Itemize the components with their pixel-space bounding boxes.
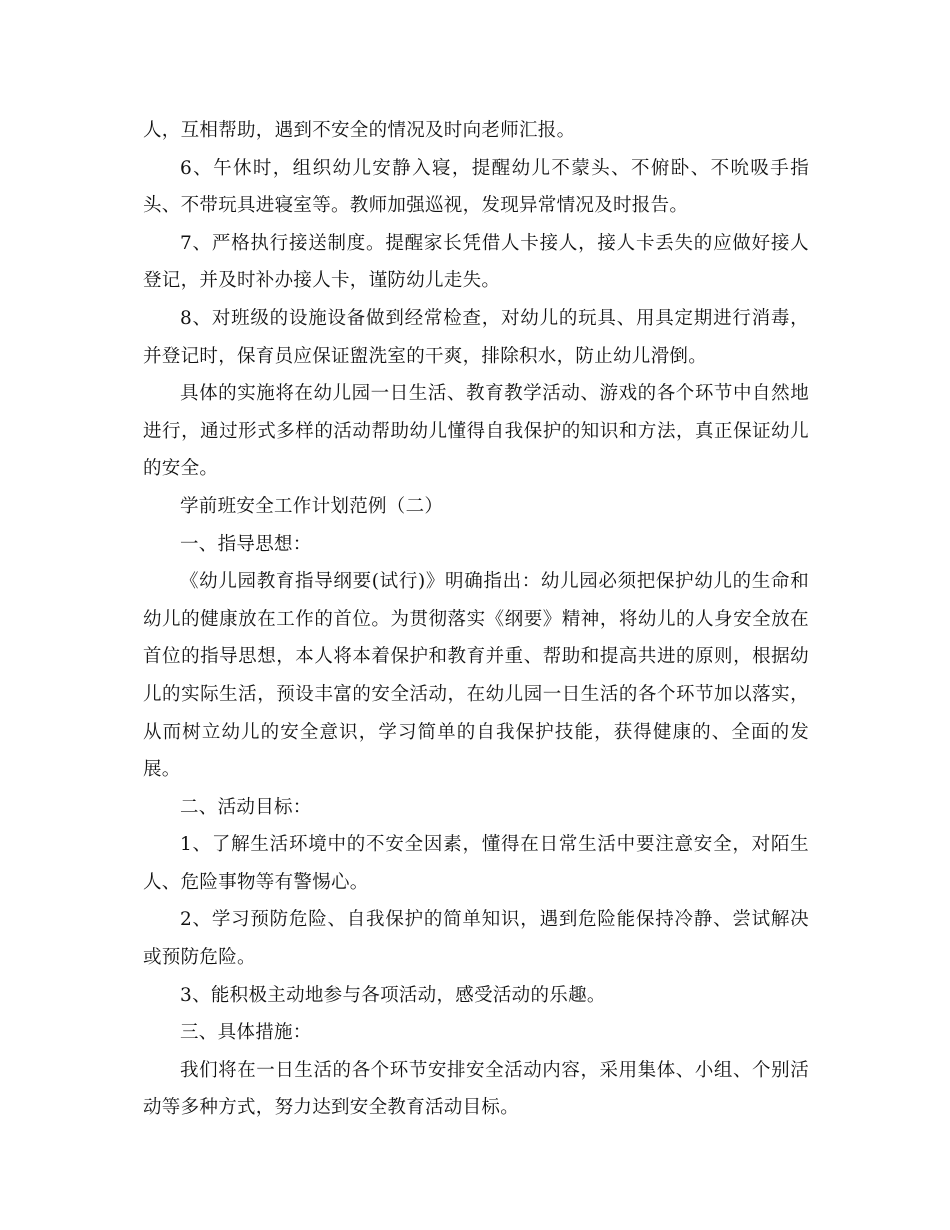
- paragraph-goal-1: 1、了解生活环境中的不安全因素，懂得在日常生活中要注意安全，对陌生人、危险事物等有警惕心。: [143, 834, 809, 893]
- paragraph-item-7: 7、严格执行接送制度。提醒家长凭借人卡接人，接人卡丢失的应做好接人登记，并及时补办接人卡，谨防幼儿走失。: [143, 232, 809, 292]
- document-body: [143, 112, 809, 1127]
- paragraph-goal-2: 2、学习预防危险、自我保护的简单知识，遇到危险能保持冷静、尝试解决或预防危险。: [143, 909, 809, 969]
- paragraph-goal-3: 3、能积极主动地参与各项活动，感受活动的乐趣。: [180, 984, 606, 1006]
- section-title: 学前班安全工作计划范例（二）: [180, 495, 444, 517]
- heading-specific-measures: 三、具体措施：: [180, 1022, 312, 1044]
- paragraph-guiding-thought: 《幼儿园教育指导纲要(试行)》明确指出：幼儿园必须把保护幼儿的生命和幼儿的健康放在工作的首位。为贯彻落实《纲要》精神，将幼儿的人身安全放在首位的指导思想，本人将本着保护和教育并重、帮助和提高共进的原则，根据幼儿的实际生活，预设丰富的安全活动，在幼儿园一日生活的各个环节加以落实，从而树立幼儿的安全意识，学习简单的自我保护技能，获得健康的、全面的发展。: [143, 571, 809, 781]
- paragraph-item-6: 6、午休时，组织幼儿安静入寝，提醒幼儿不蒙头、不俯卧、不吮吸手指头、不带玩具进寝室等。教师加强巡视，发现异常情况及时报告。: [143, 157, 809, 217]
- paragraph-continuation: 人，互相帮助，遇到不安全的情况及时向老师汇报。: [143, 120, 576, 141]
- paragraph-item-8: 8、对班级的设施设备做到经常检查，对幼儿的玩具、用具定期进行消毒，并登记时，保育员应保证盥洗室的干爽，排除积水，防止幼儿滑倒。: [143, 307, 809, 367]
- paragraph-measures: 我们将在一日生活的各个环节安排安全活动内容，采用集体、小组、个别活动等多种方式，努力达到安全教育活动目标。: [143, 1059, 809, 1119]
- heading-activity-goals: 二、活动目标：: [180, 796, 312, 818]
- heading-guiding-thought: 一、指导思想：: [180, 533, 312, 555]
- paragraph-implementation: 具体的实施将在幼儿园一日生活、教育教学活动、游戏的各个环节中自然地进行，通过形式多样的活动帮助幼儿懂得自我保护的知识和方法，真正保证幼儿的安全。: [143, 383, 809, 480]
